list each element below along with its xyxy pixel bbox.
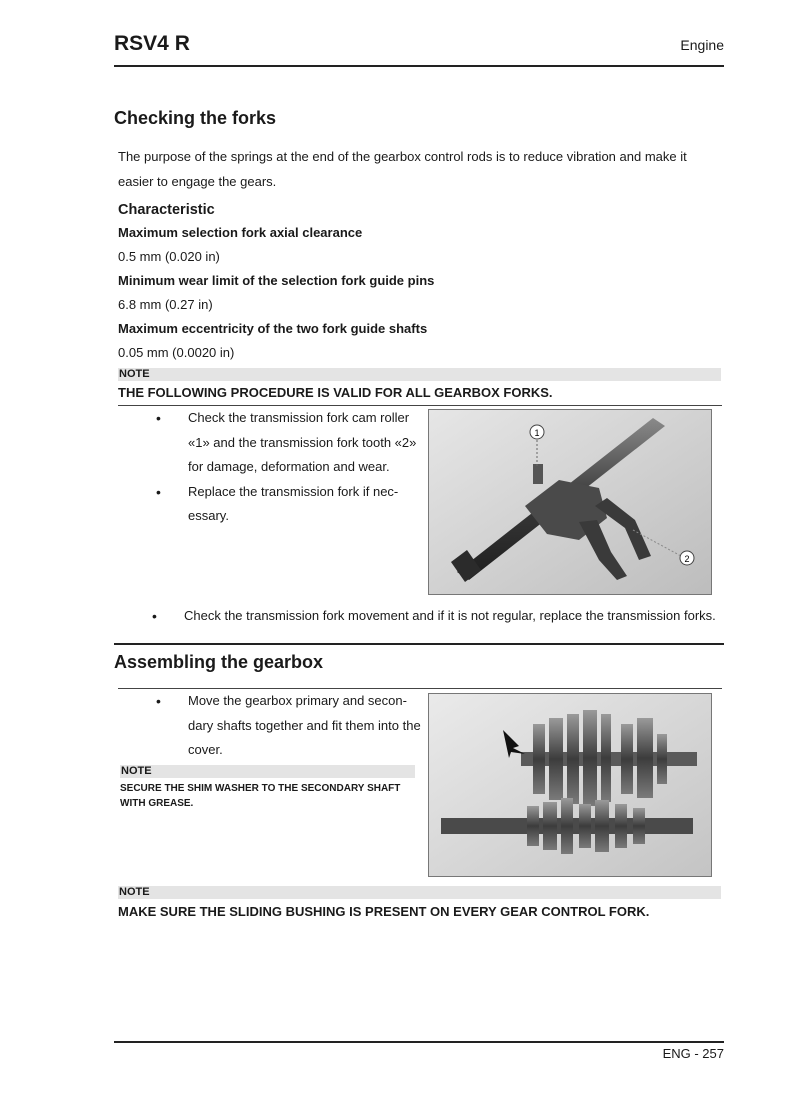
spec-label: Minimum wear limit of the selection fork guide pins (118, 273, 435, 288)
gearbox-photo-illustration (429, 694, 711, 876)
fork-movement-list (114, 604, 734, 629)
spec-label: Maximum selection fork axial clearance (118, 225, 363, 240)
fork-photo-illustration (429, 410, 711, 594)
section-name: Engine (680, 37, 724, 53)
section-heading-checking-forks: Checking the forks (114, 108, 277, 128)
list-item: • Check the transmission fork cam roller «1» and the transmission fork tooth «2» for damage, deformation and wear. (118, 406, 423, 480)
list-item: • Check the transmission fork movement and if it is not regular, replace the transmission forks. (114, 604, 734, 629)
callout-1-label: 1 (534, 428, 540, 438)
note-label: NOTE (118, 886, 721, 899)
list-item: • Move the gearbox primary and secon-dary shafts together and fit them into the cover. (118, 689, 423, 763)
characteristic-heading: Characteristic (118, 202, 215, 218)
document-model-title: RSV4 R (114, 32, 190, 55)
footer-rule (114, 1041, 724, 1043)
note-text: MAKE SURE THE SLIDING BUSHING IS PRESENT ON EVERY GEAR CONTROL FORK. (118, 904, 650, 919)
fork-check-list (118, 406, 423, 529)
spec-value: 0.05 mm (0.0020 in) (118, 345, 235, 360)
page-number: ENG - 257 (662, 1046, 724, 1061)
gearbox-photo (428, 693, 712, 877)
spec-label: Maximum eccentricity of the two fork guide shafts (118, 321, 428, 336)
list-item: • Replace the transmission fork if nec-essary. (118, 480, 423, 529)
note-text: SECURE THE SHIM WASHER TO THE SECONDARY SHAFT WITH GREASE. (120, 783, 401, 809)
header-rule (114, 65, 724, 67)
fork-photo (428, 409, 712, 595)
assembly-list (118, 689, 423, 763)
note-label: NOTE (120, 765, 415, 778)
spec-value: 6.8 mm (0.27 in) (118, 297, 213, 312)
section-rule (114, 643, 724, 645)
note-text: THE FOLLOWING PROCEDURE IS VALID FOR ALL GEARBOX FORKS. (118, 385, 553, 400)
section-heading-assembling-gearbox: Assembling the gearbox (114, 652, 324, 672)
intro-paragraph: The purpose of the springs at the end of the gearbox control rods is to reduce vibration and make it easier to engage the gears. (118, 149, 687, 189)
spec-value: 0.5 mm (0.020 in) (118, 249, 220, 264)
callout-2-label: 2 (684, 554, 690, 564)
note-label: NOTE (118, 368, 721, 381)
